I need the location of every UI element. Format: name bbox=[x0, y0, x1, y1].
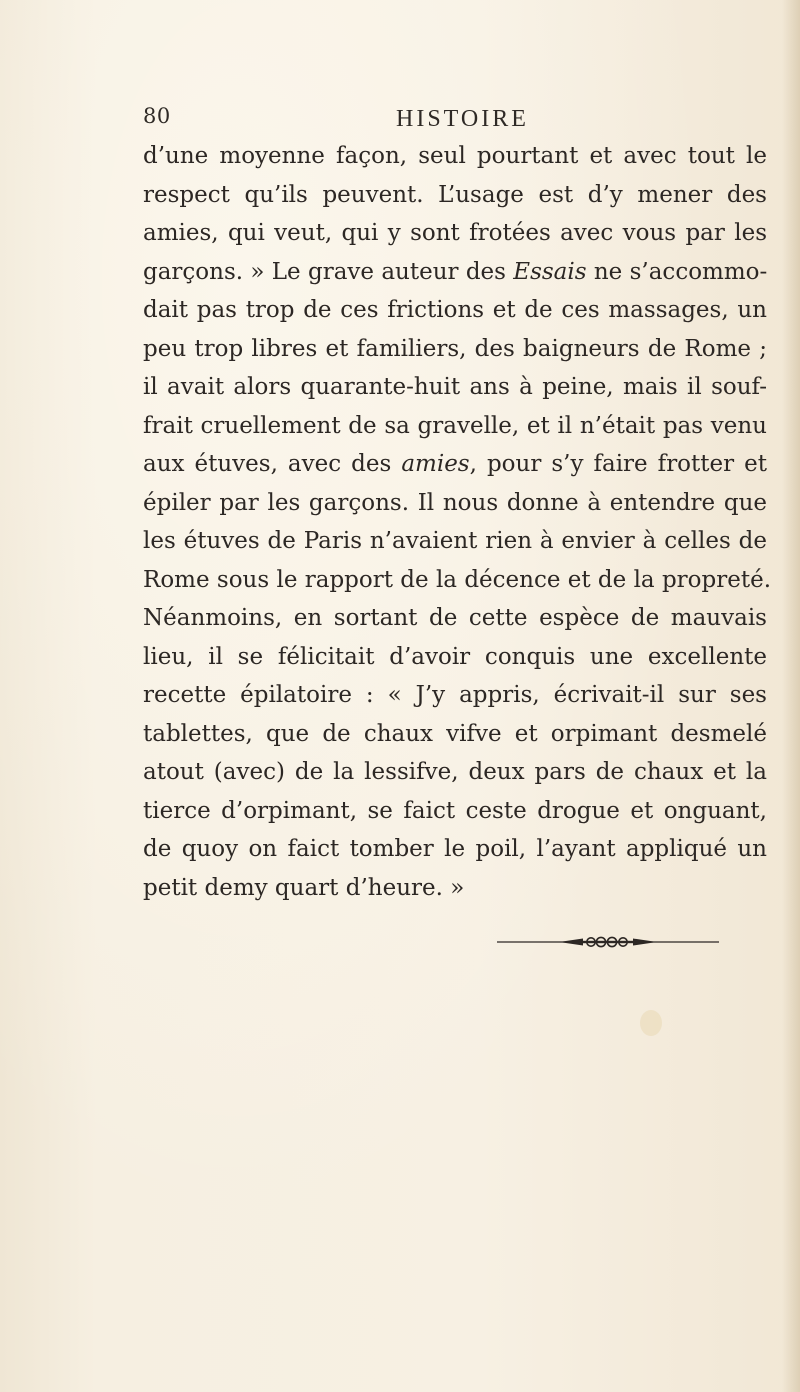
text-line: atout (avec) de la lessifve, deux pars de chaux et la bbox=[143, 759, 767, 785]
running-head-title: HISTOIRE bbox=[396, 106, 529, 132]
text-line: tablettes, que de chaux vifve et orpimant desmelé bbox=[143, 720, 767, 747]
text-line: peu trop libres et familiers, des baigneurs de Rome ; bbox=[143, 335, 767, 362]
text-line: recette épilatoire : « J’y appris, écrivait-il sur ses bbox=[143, 682, 767, 708]
body-paragraph bbox=[143, 137, 772, 907]
tailpiece-ornament-icon bbox=[497, 935, 719, 949]
text-line: Néanmoins, en sortant de cette espèce de mauvais bbox=[143, 605, 767, 631]
page-edge-shadow bbox=[782, 0, 800, 1392]
text-line: épiler par les garçons. Il nous donne à entendre que bbox=[143, 489, 767, 516]
italic-title-essais: Essais bbox=[513, 258, 587, 285]
text-line: garçons. » Le grave auteur des Essais ne s’accommo- bbox=[143, 258, 768, 285]
paper-stain bbox=[640, 1010, 662, 1036]
text-line: aux étuves, avec des amies, pour s’y faire frotter et bbox=[143, 451, 767, 477]
italic-word-amies: amies bbox=[401, 451, 470, 477]
text-line: respect qu’ils peuvent. L’usage est d’y mener des bbox=[143, 181, 767, 208]
text-line: il avait alors quarante-huit ans à peine, mais il souf- bbox=[143, 374, 767, 400]
text-line: frait cruellement de sa gravelle, et il n’était pas venu bbox=[143, 412, 767, 439]
text-line: de quoy on faict tomber le poil, l’ayant appliqué un bbox=[143, 836, 767, 862]
text-line: lieu, il se félicitait d’avoir conquis une excellente bbox=[143, 643, 767, 670]
text-line: Rome sous le rapport de la décence et de la propreté. bbox=[143, 566, 772, 593]
text-line: tierce d’orpimant, se faict ceste drogue et onguant, bbox=[143, 797, 767, 824]
text-line: amies, qui veut, qui y sont frotées avec vous par les bbox=[143, 220, 767, 246]
page-number: 80 bbox=[143, 104, 171, 128]
text-line: les étuves de Paris n’avaient rien à envier à celles de bbox=[143, 528, 767, 554]
text-line-last: petit demy quart d’heure. » bbox=[143, 874, 465, 901]
text-line: d’une moyenne façon, seul pourtant et avec tout le bbox=[143, 143, 767, 169]
text-line: dait pas trop de ces frictions et de ces massages, un bbox=[143, 297, 767, 323]
